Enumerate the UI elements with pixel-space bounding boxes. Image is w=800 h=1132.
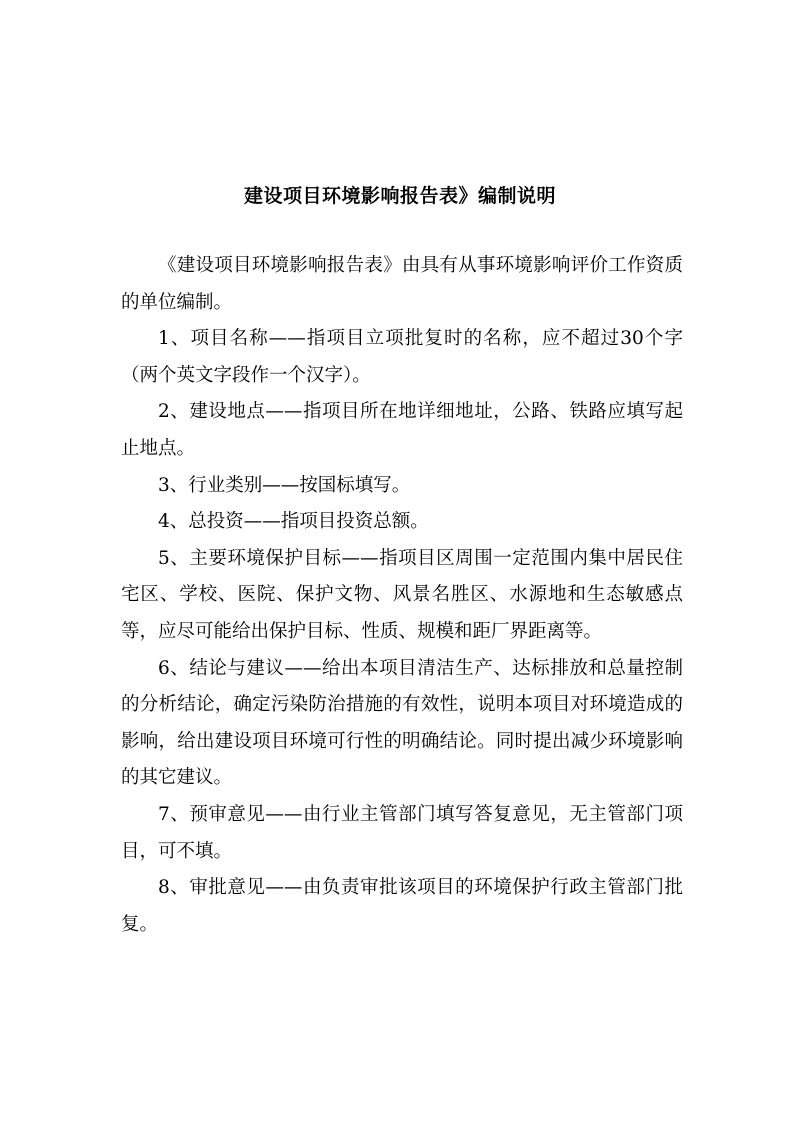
document-title: 建设项目环境影响报告表》编制说明 bbox=[243, 185, 556, 207]
paragraph-item-3: 3、行业类别——按国标填写。 bbox=[158, 474, 411, 496]
paragraph-item-4: 4、总投资——指项目投资总额。 bbox=[158, 511, 429, 533]
paragraph-item-5: 5、主要环境保护目标——指项目区周围一定范围内集中居民住宅区、学校、医院、保护文物、风景名胜区、水源地和生态敏感点等，应尽可能给出保护目标、性质、规模和距厂界距离等。 bbox=[121, 547, 683, 642]
paragraph-item-6: 6、结论与建议——给出本项目清洁生产、达标排放和总量控制的分析结论，确定污染防治措施的有效性，说明本项目对环境造成的影响，给出建设项目环境可行性的明确结论。同时提出减少环境影响的其它建议。 bbox=[121, 657, 683, 789]
paragraph-item-8: 8、审批意见——由负责审批该项目的环境保护行政主管部门批复。 bbox=[121, 877, 683, 935]
paragraph-item-7: 7、预审意见——由行业主管部门填写答复意见，无主管部门项目，可不填。 bbox=[121, 803, 683, 862]
paragraph-item-2: 2、建设地点——指项目所在地详细地址，公路、铁路应填写起止地点。 bbox=[121, 401, 683, 459]
document-body bbox=[121, 248, 683, 943]
paragraph-item-1: 1、项目名称——指项目立项批复时的名称，应不超过30个字（两个英文字段作一个汉字）。 bbox=[121, 328, 683, 386]
paragraph-intro: 《建设项目环境影响报告表》由具有从事环境影响评价工作资质的单位编制。 bbox=[121, 255, 683, 313]
